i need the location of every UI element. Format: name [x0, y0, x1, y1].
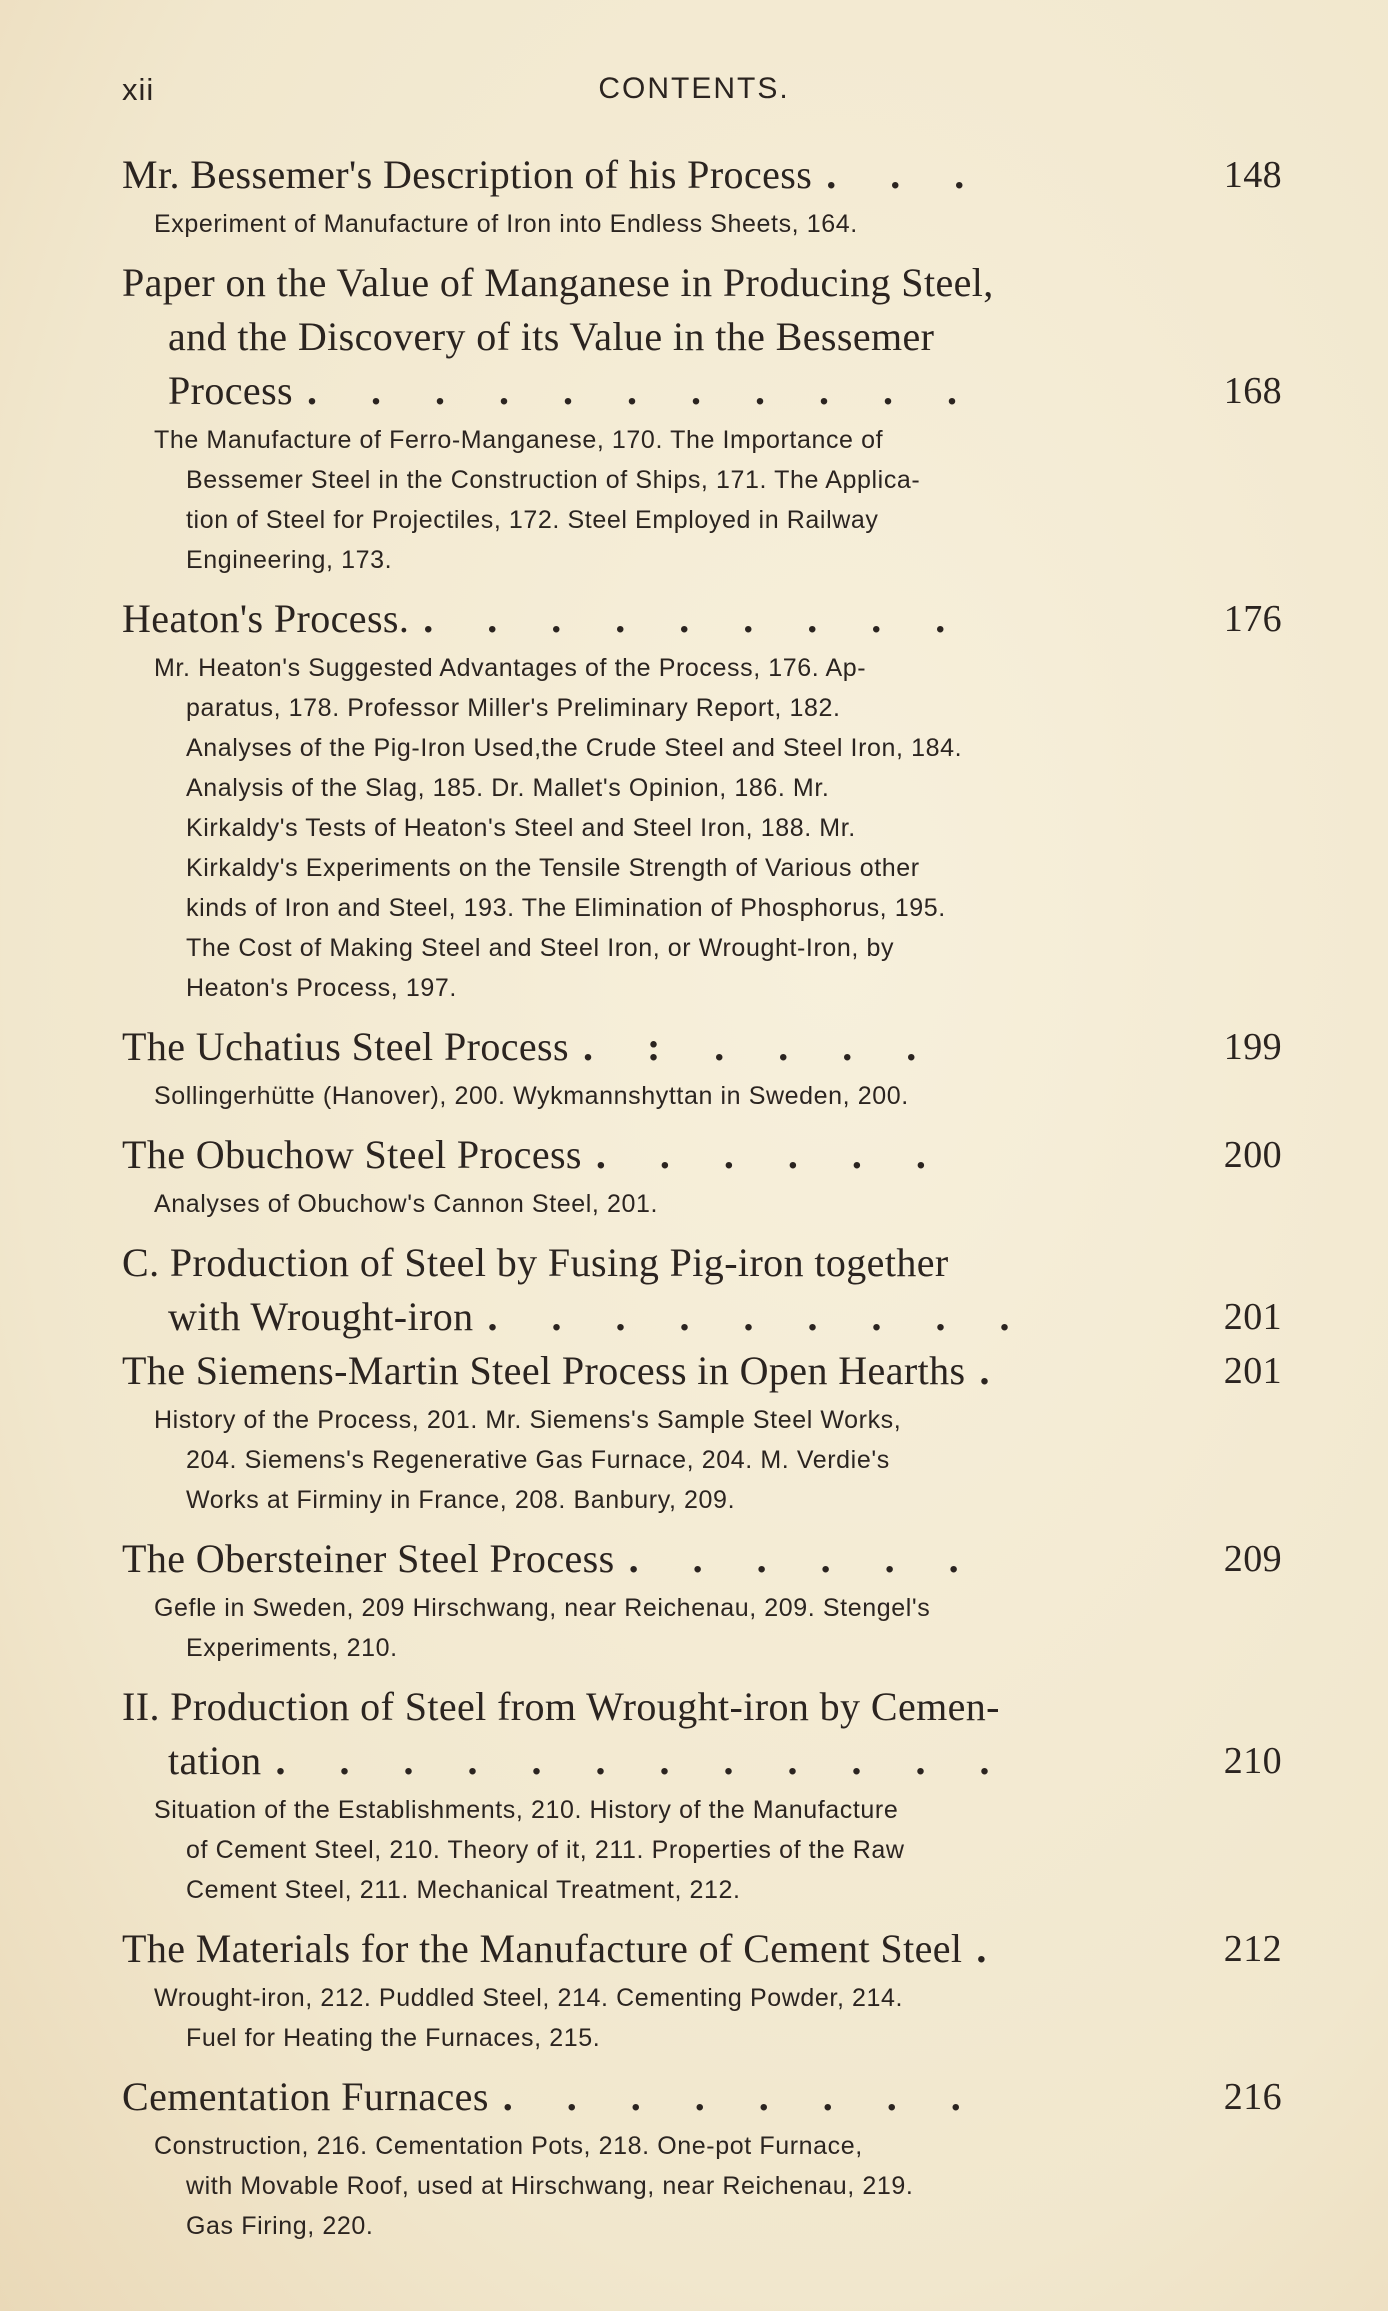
toc-page-number: 176: [1223, 598, 1282, 640]
toc-subentry-line: with Movable Roof, used at Hirschwang, near Reichenau, 219.: [186, 2172, 914, 2200]
toc-subentry-line: paratus, 178. Professor Miller's Preliminary Report, 182.: [186, 694, 841, 722]
toc-subentry-line: Mr. Heaton's Suggested Advantages of the Process, 176. Ap-: [154, 654, 867, 682]
toc-heading-text: Paper on the Value of Manganese in Producing Steel,: [122, 260, 994, 305]
toc-heading-text: The Obersteiner Steel Process: [122, 1536, 615, 1581]
toc-heading-line: [122, 1236, 1282, 1290]
toc-page-number: 148: [1223, 154, 1282, 196]
toc-subentry-line: Engineering, 173.: [186, 546, 393, 574]
toc-page-number: 201: [1223, 1296, 1282, 1338]
toc-subentry-line: History of the Process, 201. Mr. Siemens's Sample Steel Works,: [154, 1406, 902, 1434]
running-title: CONTENTS.: [598, 72, 790, 105]
toc-subentries: [122, 1400, 1209, 1520]
toc-heading-text: Heaton's Process.: [122, 596, 410, 641]
toc-heading-text: tation: [168, 1738, 262, 1783]
toc-subentry-line: Works at Firminy in France, 208. Banbury, 209.: [186, 1486, 736, 1514]
toc-subentry-line: The Manufacture of Ferro-Manganese, 170. The Importance of: [154, 426, 884, 454]
toc-entry: [122, 1922, 1282, 2058]
toc-entry: [122, 1236, 1282, 1344]
toc-heading-line: [122, 256, 1282, 310]
toc-entry: [122, 1020, 1282, 1116]
toc-heading-text: II. Production of Steel from Wrought-iron by Cemen-: [122, 1684, 1000, 1729]
toc-entry: [122, 1128, 1282, 1224]
toc-page-number: 168: [1223, 370, 1282, 412]
leader-dots: . . . . . . . . .: [423, 596, 968, 641]
toc-subentries: [122, 1978, 1209, 2058]
toc-heading-line: [122, 1680, 1282, 1734]
toc-page-number: 209: [1223, 1538, 1282, 1580]
toc-subentry-line: Gefle in Sweden, 209 Hirschwang, near Reichenau, 209. Stengel's: [154, 1594, 931, 1622]
running-head: [0, 72, 1388, 116]
toc-heading-line: [122, 310, 1282, 364]
toc-subentries: [122, 1588, 1209, 1668]
toc-subentry-line: of Cement Steel, 210. Theory of it, 211. Properties of the Raw: [186, 1836, 905, 1864]
table-of-contents: [122, 148, 1282, 2258]
toc-entry: [122, 1680, 1282, 1910]
toc-entry: [122, 256, 1282, 580]
toc-page-number: 199: [1223, 1026, 1282, 1068]
toc-subentry-line: Situation of the Establishments, 210. History of the Manufacture: [154, 1796, 899, 1824]
toc-heading-line: [122, 364, 1282, 418]
toc-heading-text: with Wrought-iron: [168, 1294, 474, 1339]
toc-subentry-line: Cement Steel, 211. Mechanical Treatment, 212.: [186, 1876, 741, 1904]
leader-dots: . . . . . .: [628, 1536, 981, 1581]
toc-subentry-line: Bessemer Steel in the Construction of Ships, 171. The Applica-: [186, 466, 921, 494]
toc-subentry-line: The Cost of Making Steel and Steel Iron, or Wrought-Iron, by: [186, 934, 895, 962]
toc-subentry-line: Kirkaldy's Experiments on the Tensile Strength of Various other: [186, 854, 920, 882]
toc-heading-text: The Siemens-Martin Steel Process in Open Hearths: [122, 1348, 966, 1393]
toc-entry: [122, 1532, 1282, 1668]
toc-subentry-line: Sollingerhütte (Hanover), 200. Wykmannshyttan in Sweden, 200.: [154, 1082, 909, 1110]
leader-dots: .: [979, 1348, 1012, 1393]
toc-subentry-line: Experiments, 210.: [186, 1634, 398, 1662]
toc-subentry-line: Analyses of Obuchow's Cannon Steel, 201.: [154, 1190, 659, 1218]
toc-subentry-line: Heaton's Process, 197.: [186, 974, 457, 1002]
leader-dots: . . .: [826, 152, 987, 197]
toc-heading-line: [122, 1532, 1282, 1586]
toc-subentries: [122, 1790, 1209, 1910]
leader-dots: . . . . . . . . . . .: [307, 368, 980, 413]
toc-heading-line: [122, 1734, 1282, 1788]
toc-heading-text: Process: [168, 368, 294, 413]
toc-subentry-line: Analyses of the Pig-Iron Used,the Crude Steel and Steel Iron, 184.: [186, 734, 963, 762]
toc-subentry-line: Kirkaldy's Tests of Heaton's Steel and Steel Iron, 188. Mr.: [186, 814, 856, 842]
toc-heading-line: [122, 1922, 1282, 1976]
toc-page-number: 216: [1223, 2076, 1282, 2118]
leader-dots: .: [976, 1926, 1009, 1971]
toc-heading-line: [122, 148, 1282, 202]
toc-page-number: 210: [1223, 1740, 1282, 1782]
toc-heading-text: Mr. Bessemer's Description of his Process: [122, 152, 813, 197]
toc-entry: [122, 2070, 1282, 2246]
toc-subentry-line: Analysis of the Slag, 185. Dr. Mallet's Opinion, 186. Mr.: [186, 774, 830, 802]
toc-heading-text: The Materials for the Manufacture of Cement Steel: [122, 1926, 963, 1971]
toc-subentry-line: tion of Steel for Projectiles, 172. Steel Employed in Railway: [186, 506, 879, 534]
leader-dots: . . . . . . . . . . . .: [275, 1738, 1012, 1783]
toc-page-number: 200: [1223, 1134, 1282, 1176]
toc-heading-line: [122, 1344, 1282, 1398]
toc-heading-text: Cementation Furnaces: [122, 2074, 489, 2119]
toc-heading-text: C. Production of Steel by Fusing Pig-iron together: [122, 1240, 949, 1285]
toc-subentry-line: Gas Firing, 220.: [186, 2212, 374, 2240]
toc-entry: [122, 592, 1282, 1008]
toc-subentries: [122, 648, 1209, 1008]
toc-entry: [122, 1344, 1282, 1520]
toc-heading-line: [122, 1020, 1282, 1074]
toc-heading-text: and the Discovery of its Value in the Bessemer: [168, 314, 935, 359]
toc-subentry-line: Fuel for Heating the Furnaces, 215.: [186, 2024, 601, 2052]
toc-subentries: [122, 1184, 1209, 1224]
toc-heading-text: The Uchatius Steel Process: [122, 1024, 569, 1069]
leader-dots: . : . . . .: [582, 1024, 939, 1069]
page-folio: xii: [122, 72, 155, 107]
leader-dots: . . . . . . . . .: [487, 1294, 1032, 1339]
leader-dots: . . . . . .: [595, 1132, 948, 1177]
toc-subentry-line: kinds of Iron and Steel, 193. The Elimination of Phosphorus, 195.: [186, 894, 946, 922]
toc-heading-line: [122, 592, 1282, 646]
toc-subentries: [122, 420, 1209, 580]
toc-entry: [122, 148, 1282, 244]
toc-subentry-line: Construction, 216. Cementation Pots, 218. One-pot Furnace,: [154, 2132, 863, 2160]
toc-subentries: [122, 204, 1209, 244]
toc-heading-line: [122, 1290, 1282, 1344]
toc-subentry-line: Experiment of Manufacture of Iron into Endless Sheets, 164.: [154, 210, 858, 238]
toc-subentries: [122, 2126, 1209, 2246]
toc-heading-line: [122, 2070, 1282, 2124]
toc-subentry-line: 204. Siemens's Regenerative Gas Furnace, 204. M. Verdie's: [186, 1446, 890, 1474]
toc-subentries: [122, 1076, 1209, 1116]
toc-heading-text: The Obuchow Steel Process: [122, 1132, 582, 1177]
toc-page-number: 212: [1223, 1928, 1282, 1970]
toc-subentry-line: Wrought-iron, 212. Puddled Steel, 214. Cementing Powder, 214.: [154, 1984, 904, 2012]
leader-dots: . . . . . . . .: [502, 2074, 983, 2119]
toc-heading-line: [122, 1128, 1282, 1182]
toc-page-number: 201: [1223, 1350, 1282, 1392]
